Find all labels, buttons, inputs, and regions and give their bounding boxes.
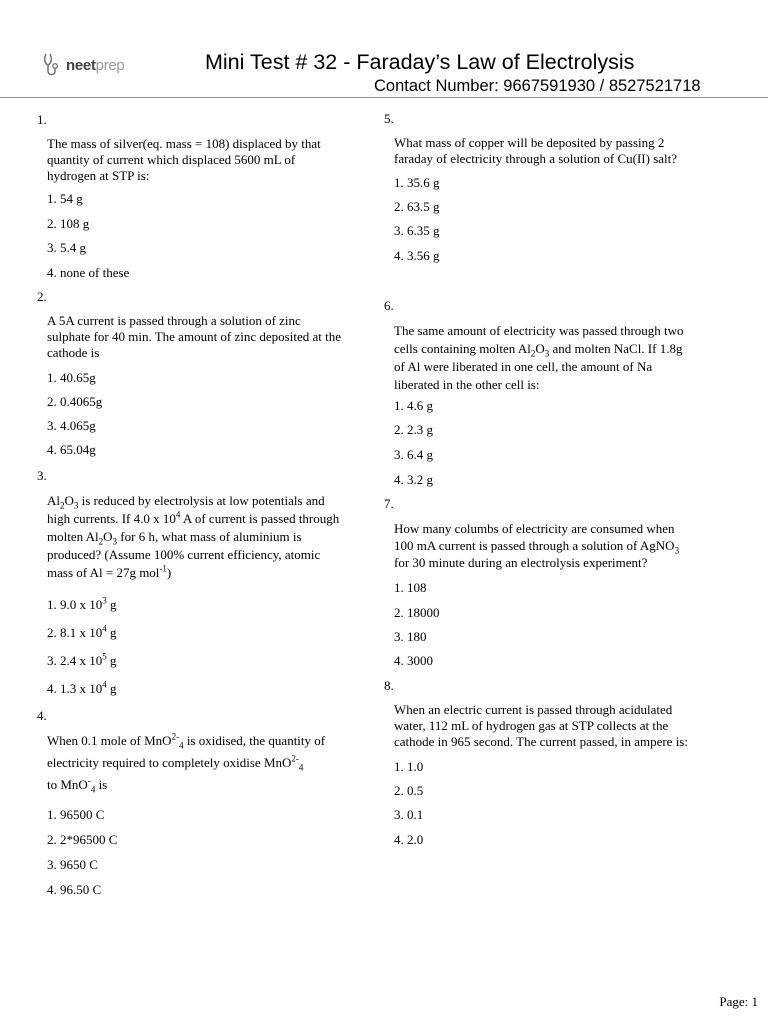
subscript: 3 [73,500,79,511]
stem-line: of Al were liberated in one cell, the amount of Na [394,359,653,374]
subscript: 4 [298,762,304,773]
question-stem [394,520,722,571]
formula-text: Al [85,529,99,544]
option-text: 3. 2.4 x 10 [47,653,103,668]
subscript: 4 [90,784,96,795]
option-3: 3. 6.35 g [394,223,440,238]
logo-text-prep: prep [95,56,125,74]
stem-line: quantity of current which displaced 5600 mL of [47,152,296,167]
option-3: 3. 6.4 g [394,447,433,462]
stem-line: for 30 minute during an electrolysis experiment? [394,555,648,570]
superscript: 4 [102,623,107,634]
option-text: 1. 9.0 x 10 [47,597,103,612]
stem-line: The mass of silver(eq. mass = 108) displaced by that [47,136,321,151]
option-2 [47,625,117,641]
stem-text: mass of Al = 27g mol [47,565,160,580]
option-text: 4. 1.3 x 10 [47,681,103,696]
question-stem [47,492,375,582]
option-3: 3. 180 [394,629,427,644]
option-4: 4. 3000 [394,653,433,668]
question-number: 5. [384,111,394,126]
option-3: 3. 5.4 g [47,240,86,255]
superscript: 4 [175,509,181,520]
option-4: 4. 3.2 g [394,472,433,487]
stem-line [394,537,722,554]
option-4: 4. 65.04g [47,442,96,457]
question-stem [47,136,375,184]
option-2: 2. 0.4065g [47,394,103,409]
question-stem [47,313,375,361]
stem-line: The same amount of electricity was passed through two [394,323,684,338]
question-number: 6. [384,298,394,313]
page-header [0,0,768,100]
formula-text: Al [517,341,531,356]
stem-line: water, 112 mL of hydrogen gas at STP collects at the [394,718,669,733]
option-1 [47,597,117,613]
option-text: g [106,653,117,668]
stem-text: 100 mA current is passed through a solution of AgNO [394,538,675,553]
stem-line: hydrogen at STP is: [47,168,150,183]
option-1: 1. 1.0 [394,759,424,774]
stem-line [47,528,375,546]
option-1: 1. 40.65g [47,370,96,385]
question-number: 8. [384,678,394,693]
header-divider [0,97,768,98]
superscript: 2- [291,753,299,764]
option-1: 1. 108 [394,580,427,595]
stem-text: electricity required to completely oxidise MnO [47,755,292,770]
question-stem [394,135,722,167]
question-number: 7. [384,496,394,511]
subscript: 3 [112,536,118,547]
subscript: 3 [544,348,550,359]
option-4: 4. 96.50 C [47,882,102,897]
stem-line: cathode is [47,345,100,360]
question-stem [394,322,722,394]
stem-line: produced? (Assume 100% current efficiency, atomic [47,547,321,562]
page-number: Page: 1 [719,994,758,1009]
option-4: 4. none of these [47,265,130,280]
subscript: 2 [60,500,65,511]
logo-text-neet: neet [66,56,96,74]
stem-line: How many columbs of electricity are consumed when [394,521,675,536]
stem-text: ) [166,565,172,580]
stem-text: is oxidised, the quantity of [183,733,326,748]
option-2: 2. 2.3 g [394,422,433,437]
stethoscope-icon [42,52,64,78]
option-1: 1. 4.6 g [394,398,433,413]
stem-text: high currents. If 4.0 x 10 [47,511,176,526]
option-4: 4. 2.0 [394,832,424,847]
option-2: 2. 18000 [394,605,440,620]
question-number: 4. [37,708,47,723]
stem-line [394,340,722,358]
superscript: 2- [171,731,180,742]
option-3: 3. 9650 C [47,857,98,872]
question-stem [394,702,722,750]
option-2: 2. 0.5 [394,783,424,798]
stem-text: A of current is passed through [180,511,340,526]
formula-text: O [103,529,113,544]
stem-line: What mass of copper will be deposited by passing 2 [394,135,665,150]
option-3: 3. 0.1 [394,807,424,822]
option-2: 2. 2*96500 C [47,832,118,847]
subscript: 2 [530,348,536,359]
stem-line [47,730,375,752]
formula-text: O [64,493,74,508]
formula-text: Al [47,493,60,508]
stem-line [47,564,375,582]
stem-line [47,752,375,774]
stem-text: for 6 h, what mass of aluminium is [117,529,302,544]
option-3 [47,653,117,669]
question-number: 1. [37,112,47,127]
option-3: 3. 4.065g [47,418,96,433]
subscript: 2 [98,536,104,547]
page-title: Mini Test # 32 - Faraday’s Law of Electrolysis [205,50,635,74]
stem-line [47,510,375,528]
contact-number: Contact Number: 9667591930 / 8527521718 [374,77,701,95]
stem-text: cells containing molten [394,341,518,356]
superscript: 3 [102,595,107,606]
option-text: g [106,625,117,640]
stem-line: cathode in 965 second. The current passed, in ampere is: [394,734,688,749]
stem-line: When an electric current is passed through acidulated [394,702,673,717]
stem-text: and molten NaCl. If 1.8g [549,341,683,356]
option-2: 2. 63.5 g [394,199,440,214]
option-text: g [106,681,117,696]
stem-line: faraday of electricity through a solution of Cu(II) salt? [394,151,678,166]
subscript: 3 [674,545,680,556]
superscript: 4 [102,679,107,690]
superscript: 5 [102,651,107,662]
option-2: 2. 108 g [47,216,90,231]
option-4: 4. 3.56 g [394,248,440,263]
stem-text: is reduced by electrolysis at low potentials and [78,493,325,508]
option-1: 1. 35.6 g [394,175,440,190]
option-text: g [106,597,117,612]
subscript: 4 [179,740,184,751]
option-1: 1. 96500 C [47,807,105,822]
stem-line: A 5A current is passed through a solution of zinc [47,313,301,328]
stem-text: to MnO [47,777,88,792]
option-4 [47,681,117,697]
formula-text: O [535,341,545,356]
option-text: 2. 8.1 x 10 [47,625,103,640]
stem-text: molten [47,529,86,544]
superscript: - [87,775,91,786]
question-stem [47,730,375,796]
stem-line [47,492,375,510]
superscript: -1 [159,563,167,574]
stem-text: When 0.1 mole of MnO [47,733,172,748]
stem-line [47,774,375,796]
stem-line: sulphate for 40 min. The amount of zinc deposited at the [47,329,341,344]
neetprep-logo [42,52,124,78]
question-number: 2. [37,289,47,304]
stem-line: liberated in the other cell is: [394,377,540,392]
question-number: 3. [37,468,47,483]
option-1: 1. 54 g [47,191,83,206]
stem-text: is [95,777,108,792]
